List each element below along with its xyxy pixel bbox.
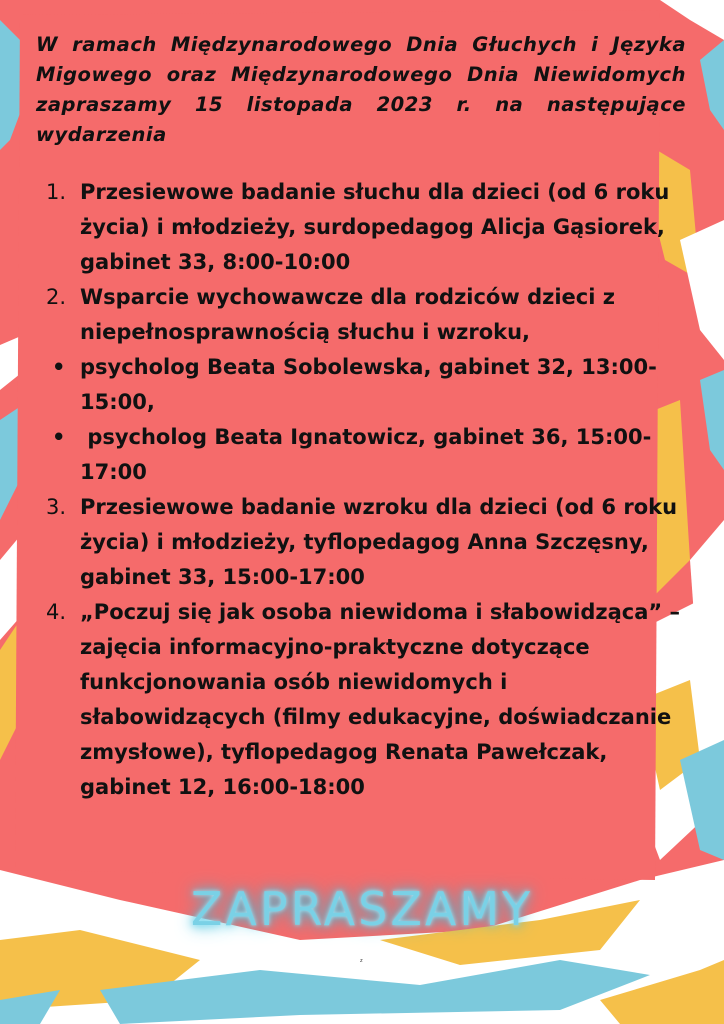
list-item-text: „Poczuj się jak osoba niewidoma i słabowidząca” – zajęcia informacyjno-praktyczne dotyczące funkcjonowania osób niewidomych i słabowidzących (filmy edukacyjne, doświadczanie zmysłowe), tyflopedagog Renata Pawełczak, gabinet 12, 16:00-18:00 <box>80 600 681 799</box>
list-item-text: Przesiewowe badanie słuchu dla dzieci (od 6 roku życia) i młodzieży, surdopedagog Alicja Gąsiorek, gabinet 33, 8:00-10:00 <box>80 180 670 274</box>
bullet-icon: • <box>52 425 66 449</box>
list-number-3: 3. <box>46 495 67 519</box>
list-item-text: psycholog Beata Sobolewska, gabinet 32, 13:00-15:00, <box>80 355 657 414</box>
list-item-1 <box>0 175 700 280</box>
list-number-1: 1. <box>46 180 67 204</box>
list-subitem-2 <box>0 420 700 490</box>
intro-paragraph: W ramach Międzynarodowego Dnia Głuchych i Języka Migowego oraz Międzynarodowego Dnia Niewidomych zapraszamy 15 listopada 2023 r. na następujące wydarzenia <box>36 33 686 146</box>
list-number-2: 2. <box>46 285 67 309</box>
list-item-3 <box>0 490 700 595</box>
list-item-2 <box>0 280 700 350</box>
events-list <box>0 175 700 805</box>
list-item-text: Wsparcie wychowawcze dla rodziców dzieci z niepełnosprawnością słuchu i wzroku, <box>80 285 615 344</box>
list-item-text: psycholog Beata Ignatowicz, gabinet 36, 15:00-17:00 <box>80 425 652 484</box>
list-item-4 <box>0 595 700 805</box>
tiny-mark: z <box>360 958 363 964</box>
invitation-headline: ZAPRASZAMY <box>190 882 534 936</box>
list-item-text: Przesiewowe badanie wzroku dla dzieci (od 6 roku życia) i młodzieży, tyflopedagog Anna Szczęsny, gabinet 33, 15:00-17:00 <box>80 495 678 589</box>
bullet-icon: • <box>52 355 66 379</box>
list-subitem-1 <box>0 350 700 420</box>
list-number-4: 4. <box>46 600 67 624</box>
